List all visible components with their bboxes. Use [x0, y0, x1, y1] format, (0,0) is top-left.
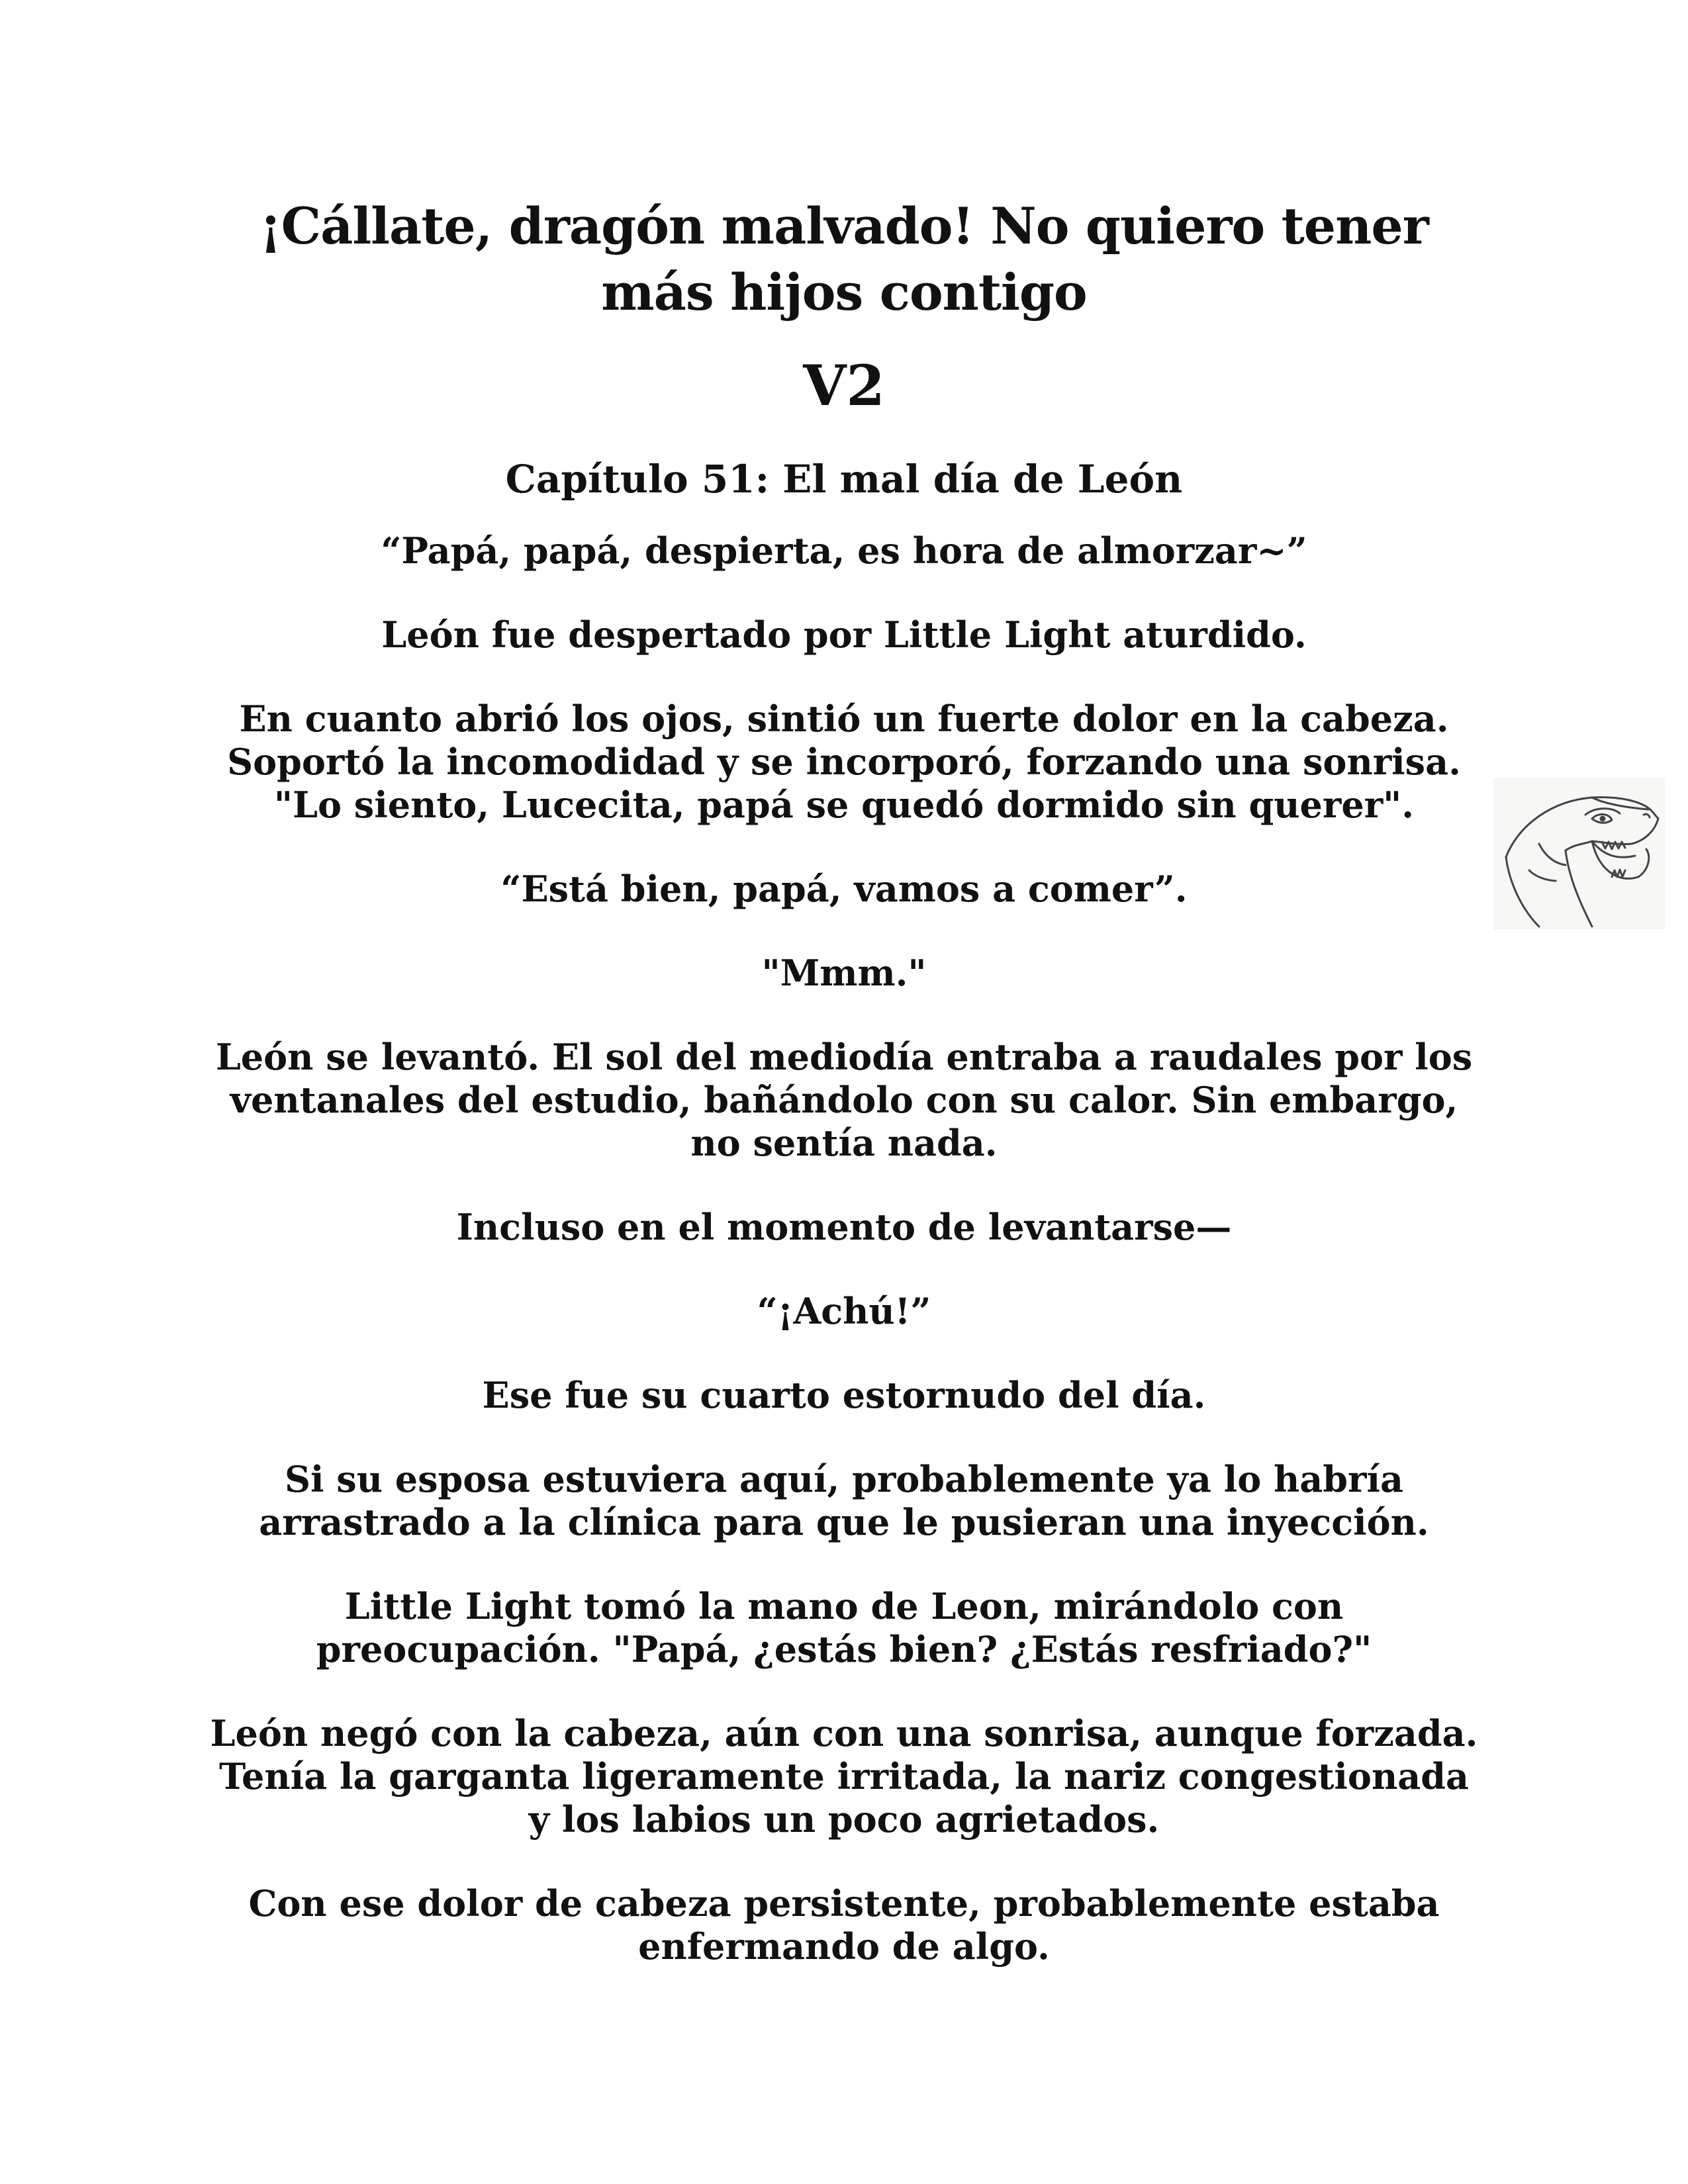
- dinosaur-sketch-icon: [1493, 778, 1665, 930]
- paragraph: “Está bien, papá, vamos a comer”.: [500, 868, 1188, 910]
- version-label: V2: [803, 353, 885, 418]
- paragraph: “Papá, papá, despierta, es hora de almorzar~”: [381, 529, 1307, 572]
- paragraph: "Mmm.": [761, 952, 927, 994]
- paragraph: “¡Achú!”: [757, 1290, 931, 1332]
- chapter-heading: Capítulo 51: El mal día de León: [505, 457, 1183, 502]
- paragraph: Con ese dolor de cabeza persistente, probablemente estaba enfermando de algo.: [248, 1882, 1440, 1968]
- paragraph: Ese fue su cuarto estornudo del día.: [482, 1374, 1206, 1416]
- paragraph: Little Light tomó la mano de Leon, mirándolo con preocupación. "Papá, ¿estás bien? ¿Estás resfriado?": [316, 1585, 1372, 1670]
- paragraph: León fue despertado por Little Light aturdido.: [381, 614, 1307, 656]
- paragraph: Incluso en el momento de levantarse—: [456, 1206, 1232, 1248]
- paragraph: Si su esposa estuviera aquí, probablemente ya lo habría arrastrado a la clínica para que le pusieran una inyección.: [259, 1458, 1429, 1543]
- document-title: ¡Cállate, dragón malvado! No quiero tener más hijos contigo: [259, 197, 1429, 322]
- paragraph: León negó con la cabeza, aún con una sonrisa, aunque forzada. Tenía la garganta ligeramente irritada, la nariz congestionada y los labios un poco agrietados.: [210, 1712, 1478, 1841]
- chapter-body: [199, 529, 1489, 2009]
- paragraph: León se levantó. El sol del mediodía entraba a raudales por los ventanales del estudio, bañándolo con su calor. Sin embargo, no sentía nada.: [215, 1036, 1473, 1164]
- paragraph: En cuanto abrió los ojos, sintió un fuerte dolor en la cabeza. Soportó la incomodidad y se incorporó, forzando una sonrisa. "Lo siento, Lucecita, papá se quedó dormido sin querer".: [227, 698, 1461, 826]
